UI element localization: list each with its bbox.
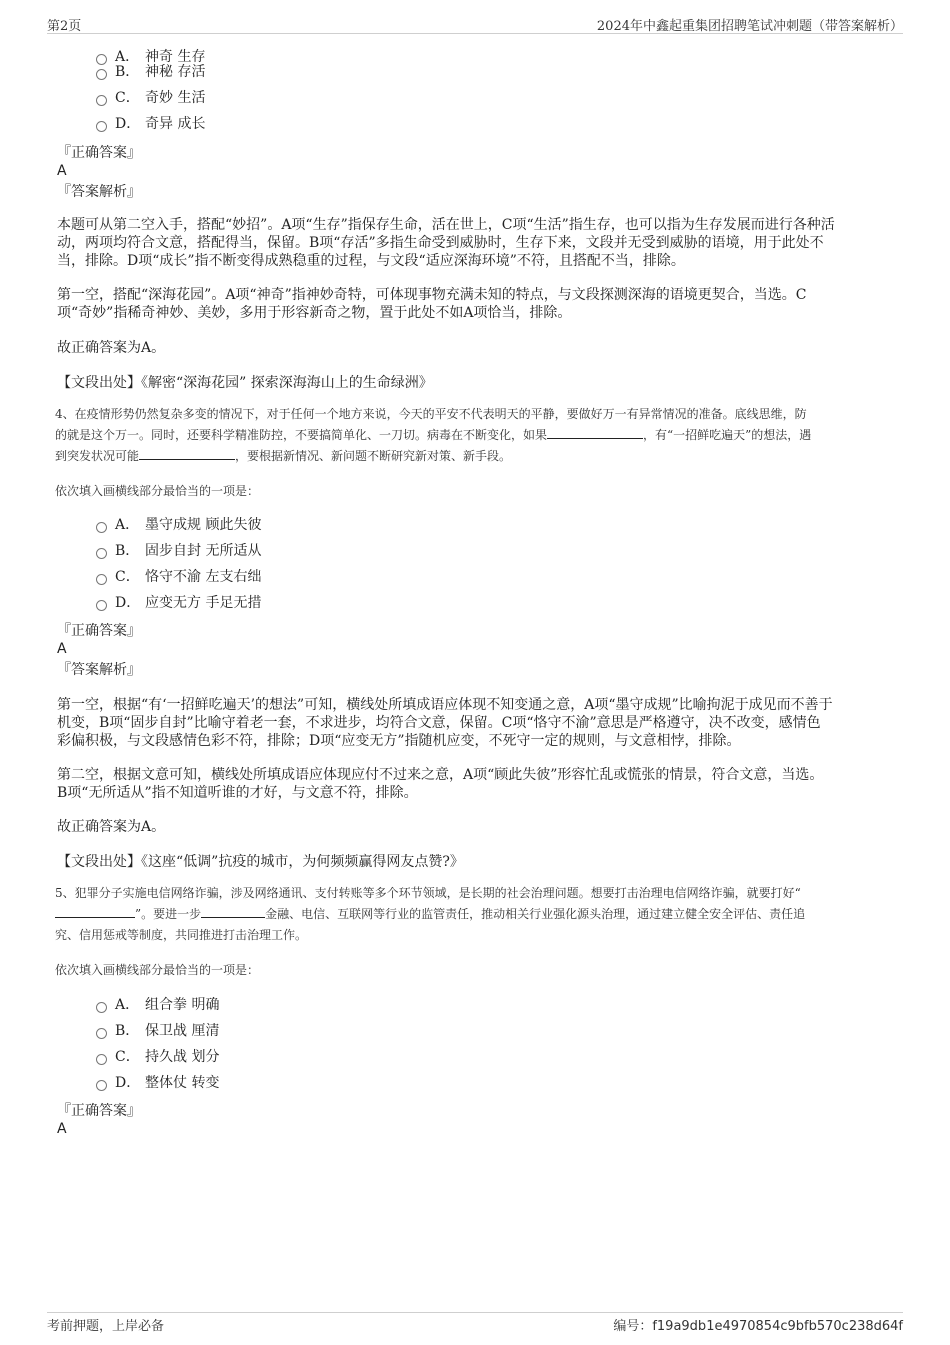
q4-analysis-label: 『答案解析』 [57, 662, 141, 678]
q4-instruction: 依次填入画横线部分最恰当的一项是： [55, 484, 260, 498]
q4-analysis-paragraph-2: 第二空，根据文意可知，横线处所填成语应体现应付不过来之意，A项“顾此失彼”形容忙乱或慌张的情景，符合文意，当选。 B项“无所适从”指不知道听谁的才好，与文意不符，排除。 [57, 767, 824, 801]
q4-answer-label: 『正确答案』 [57, 623, 141, 639]
q3-analysis-paragraph-2: 第一空，搭配“深海花园”。A项“神奇”指神妙奇特，可体现事物充满未知的特点，与文段探测深海的语境更契合，当选。C 项“奇妙”指稀奇神妙、美妙，多用于形容新奇之物，置于此处不如A项恰当，排除。 [57, 287, 807, 321]
q4-answer: A [57, 641, 67, 657]
page-number: 第2页 [47, 19, 82, 34]
footer-code: 编号：f19a9db1e4970854c9bfb570c238d64f [613, 1319, 903, 1334]
radio-icon[interactable] [96, 121, 107, 132]
q5-instruction: 依次填入画横线部分最恰当的一项是： [55, 963, 260, 977]
radio-icon[interactable] [96, 1054, 107, 1065]
radio-icon[interactable] [96, 1002, 107, 1013]
q4-blank-2 [139, 447, 235, 460]
q3-conclusion: 故正确答案为A。 [57, 340, 166, 356]
q3-option-d[interactable]: D． 奇异 成长 [96, 114, 205, 134]
q3-option-b[interactable]: B． 神秘 存活 [96, 62, 205, 82]
q4-option-d[interactable]: D． 应变无方 手足无措 [96, 593, 261, 613]
q5-stem: 5、犯罪分子实施电信网络诈骗，涉及网络通讯、支付转账等多个环节领域，是长期的社会治理问题。想要打击治理电信网络诈骗，就要打好“ ”。要进一步 金融、电信、互联网等行业的监管责任，推动相关行业强化源头治理，通过建立健全安全评估、责任追 究、信用惩戒等制度，共同推进打击治理工作。 [55, 886, 806, 942]
q5-option-b[interactable]: B． 保卫战 厘清 [96, 1021, 219, 1041]
q3-answer: A [57, 163, 67, 179]
q5-answer-label: 『正确答案』 [57, 1103, 141, 1119]
footer-divider [47, 1312, 903, 1313]
radio-icon[interactable] [96, 522, 107, 533]
radio-icon[interactable] [96, 600, 107, 611]
q4-stem: 4、在疫情形势仍然复杂多变的情况下，对于任何一个地方来说，今天的平安不代表明天的平静，要做好万一有异常情况的准备。底线思维，防 的就是这个万一。同时，还要科学精准防控，不要搞简单化、一刀切。病毒在不断变化，如果 ，有“一招鲜吃遍天”的想法，遇 到突发状况可能 ，要根据新情况、新问题不断研究新对策、新手段。 [55, 407, 812, 463]
q4-source: 【文段出处】《这座“低调”抗疫的城市，为何频频赢得网友点赞?》 [57, 854, 464, 870]
q3-option-a[interactable]: A． 神奇 生存 [96, 47, 205, 67]
q3-source: 【文段出处】《解密“深海花园” 探索深海海山上的生命绿洲》 [57, 375, 433, 391]
q4-option-c[interactable]: C． 恪守不渝 左支右绌 [96, 567, 261, 587]
header-divider [47, 33, 903, 34]
radio-icon[interactable] [96, 548, 107, 559]
q5-blank-1 [55, 905, 135, 918]
q3-analysis-paragraph-1: 本题可从第二空入手，搭配“妙招”。A项“生存”指保存生命，活在世上，C项“生活”指生存，也可以指为生存发展而进行各种活 动，两项均符合文意，搭配得当，保留。B项“存活”多指生命受到威胁时，生存下来，文段并无受到威胁的语境，用于此处不 当，排除。D项“成长”指不断变得成熟稳重的过程，与文段“适应深海环境”不符，且搭配不当，排除。 [57, 217, 835, 269]
q5-option-d[interactable]: D． 整体仗 转变 [96, 1073, 219, 1093]
radio-icon[interactable] [96, 95, 107, 106]
q4-option-a[interactable]: A． 墨守成规 顾此失彼 [96, 515, 261, 535]
document-title: 2024年中鑫起重集团招聘笔试冲刺题（带答案解析） [596, 19, 903, 34]
q3-answer-label: 『正确答案』 [57, 145, 141, 161]
q5-blank-2 [201, 905, 265, 918]
q4-blank-1 [547, 426, 643, 439]
q5-option-c[interactable]: C． 持久战 划分 [96, 1047, 219, 1067]
q4-conclusion: 故正确答案为A。 [57, 819, 166, 835]
q4-analysis-paragraph-1: 第一空，根据“有‘一招鲜吃遍天’的想法”可知，横线处所填成语应体现不知变通之意，A项“墨守成规”比喻拘泥于成见而不善于 机变，B项“固步自封”比喻守着老一套，不求进步，均符合文意，保留。C项“恪守不渝”意思是严格遵守，决不改变，感情色 彩偏积极，与文段感情色彩不符，排除；D项“应变无方”指随机应变，不死守一定的规则，与文意相悖，排除。 [57, 697, 833, 749]
q5-option-a[interactable]: A． 组合拳 明确 [96, 995, 219, 1015]
radio-icon[interactable] [96, 69, 107, 80]
q4-option-b[interactable]: B． 固步自封 无所适从 [96, 541, 261, 561]
q3-analysis-label: 『答案解析』 [57, 184, 141, 200]
q3-option-c[interactable]: C． 奇妙 生活 [96, 88, 205, 108]
radio-icon[interactable] [96, 574, 107, 585]
radio-icon[interactable] [96, 1080, 107, 1091]
q5-answer: A [57, 1121, 67, 1137]
radio-icon[interactable] [96, 1028, 107, 1039]
footer-slogan: 考前押题，上岸必备 [47, 1319, 165, 1334]
